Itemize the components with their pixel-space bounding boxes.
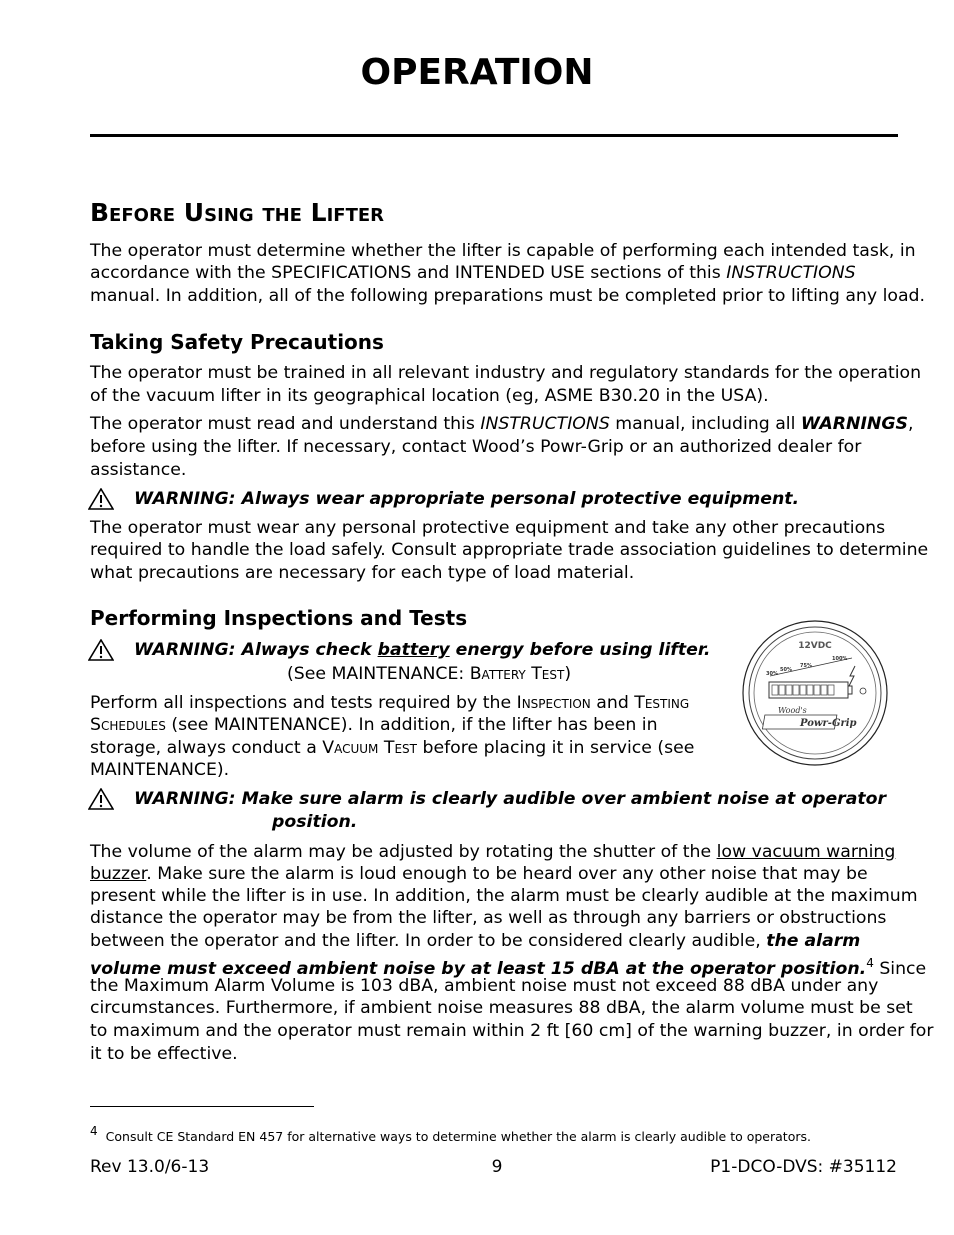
battery-test-reference: (See MAINTENANCE: Battery Test) [287, 664, 572, 684]
svg-text:30%: 30% [766, 671, 778, 677]
alarm-para-line-1: The volume of the alarm may be adjusted by rotating the shutter of the low vacuum warning [90, 842, 896, 862]
safety-p3-line-3: what precautions are necessary for each type of load material. [90, 563, 635, 583]
safety-p1-line-1: The operator must be trained in all relevant industry and regulatory standards for the operation [90, 363, 922, 383]
alarm-para-line-2: buzzer. Make sure the alarm is loud enough to be heard over any other noise that may be [90, 864, 868, 884]
ppe-warning: WARNING: Always wear appropriate personal protective equipment. [134, 489, 800, 509]
footnote-divider [90, 1106, 314, 1107]
safety-heading: Taking Safety Precautions [90, 330, 384, 354]
low-vacuum-warning-buzzer-link[interactable]: low vacuum warning [716, 842, 896, 862]
footer-document-id: P1-DCO-DVS: #35112 [710, 1157, 897, 1177]
battery-gauge-image [734, 618, 896, 768]
alarm-para-line-10: it to be effective. [90, 1044, 238, 1064]
inspections-para-line-1: Perform all inspections and tests required by the Inspection and Testing [90, 693, 690, 713]
page-title: OPERATION [360, 52, 594, 93]
svg-text:100%: 100% [832, 656, 848, 662]
title-divider [90, 134, 898, 137]
alarm-para-line-4: distance the operator may be from the lifter, as well as through any barriers or obstructions [90, 908, 887, 928]
alarm-para-line-9: to maximum and the operator must remain within 2 ft [60 cm] of the warning buzzer, in order for [90, 1021, 934, 1041]
footer-page-number: 9 [491, 1157, 503, 1177]
warning-triangle-icon [88, 788, 114, 810]
battery-warning: WARNING: Always check battery energy before using lifter. [134, 640, 711, 660]
safety-p3-line-1: The operator must wear any personal protective equipment and take any other precautions [90, 518, 886, 538]
inspections-para-line-4: MAINTENANCE). [90, 760, 230, 780]
safety-p2-line-2: before using the lifter. If necessary, contact Wood’s Powr-Grip or an authorized dealer for [90, 437, 862, 457]
warning-triangle-icon [88, 639, 114, 661]
inspections-heading: Performing Inspections and Tests [90, 606, 468, 630]
intro-line-1: The operator must determine whether the lifter is capable of performing each intended task, in [90, 241, 916, 261]
svg-text:75%: 75% [800, 663, 812, 669]
alarm-warning-line-1: WARNING: Make sure alarm is clearly audible over ambient noise at operator [134, 789, 887, 809]
safety-p2-line-3: assistance. [90, 460, 187, 480]
alarm-para-line-3: present while the lifter is in use. In addition, the alarm must be clearly audible at the maximum [90, 886, 918, 906]
safety-p1-line-2: of the vacuum lifter in its geographical location (eg, ASME B30.20 in the USA). [90, 386, 769, 406]
alarm-para-line-7: the Maximum Alarm Volume is 103 dBA, ambient noise must not exceed 88 dBA under any [90, 976, 879, 996]
safety-p2-line-1: The operator must read and understand this INSTRUCTIONS manual, including all WARNINGS, [90, 414, 914, 434]
alarm-para-line-6: volume must exceed ambient noise by at least 15 dBA at the operator position.$^4$ Since [90, 956, 927, 979]
footnote: $^4$ Consult CE Standard EN 457 for alternative ways to determine whether the alarm is clearly audible to operators. [90, 1124, 811, 1144]
gauge-voltage-label: 12VDC [798, 641, 832, 651]
gauge-brand-script: Wood's [778, 706, 807, 715]
warning-triangle-icon [88, 488, 114, 510]
inspections-para-line-3: storage, always conduct a Vacuum Test before placing it in service (see [90, 738, 695, 758]
alarm-para-line-8: circumstances. Furthermore, if ambient noise measures 88 dBA, the alarm volume must be set [90, 998, 913, 1018]
safety-p3-line-2: required to handle the load safely. Consult appropriate trade association guidelines to determine [90, 540, 929, 560]
svg-text:50%: 50% [780, 667, 792, 673]
footer-revision: Rev 13.0/6-13 [90, 1157, 210, 1177]
alarm-warning-line-2: position. [272, 812, 358, 832]
gauge-brand: Powr-Grip [800, 718, 857, 729]
battery-link[interactable]: battery [377, 640, 450, 660]
section-title: Before Using the Lifter [90, 198, 385, 227]
alarm-para-line-5: between the operator and the lifter. In order to be considered clearly audible, the alarm [90, 931, 861, 951]
inspections-para-line-2: Schedules (see MAINTENANCE). In addition, if the lifter has been in [90, 715, 658, 735]
buzzer-link[interactable]: buzzer [90, 864, 147, 884]
intro-line-3: manual. In addition, all of the following preparations must be completed prior to lifting any load. [90, 286, 926, 306]
footnote-ref: 4 [866, 956, 874, 970]
intro-line-2: accordance with the SPECIFICATIONS and INTENDED USE sections of this INSTRUCTIONS [90, 263, 856, 283]
